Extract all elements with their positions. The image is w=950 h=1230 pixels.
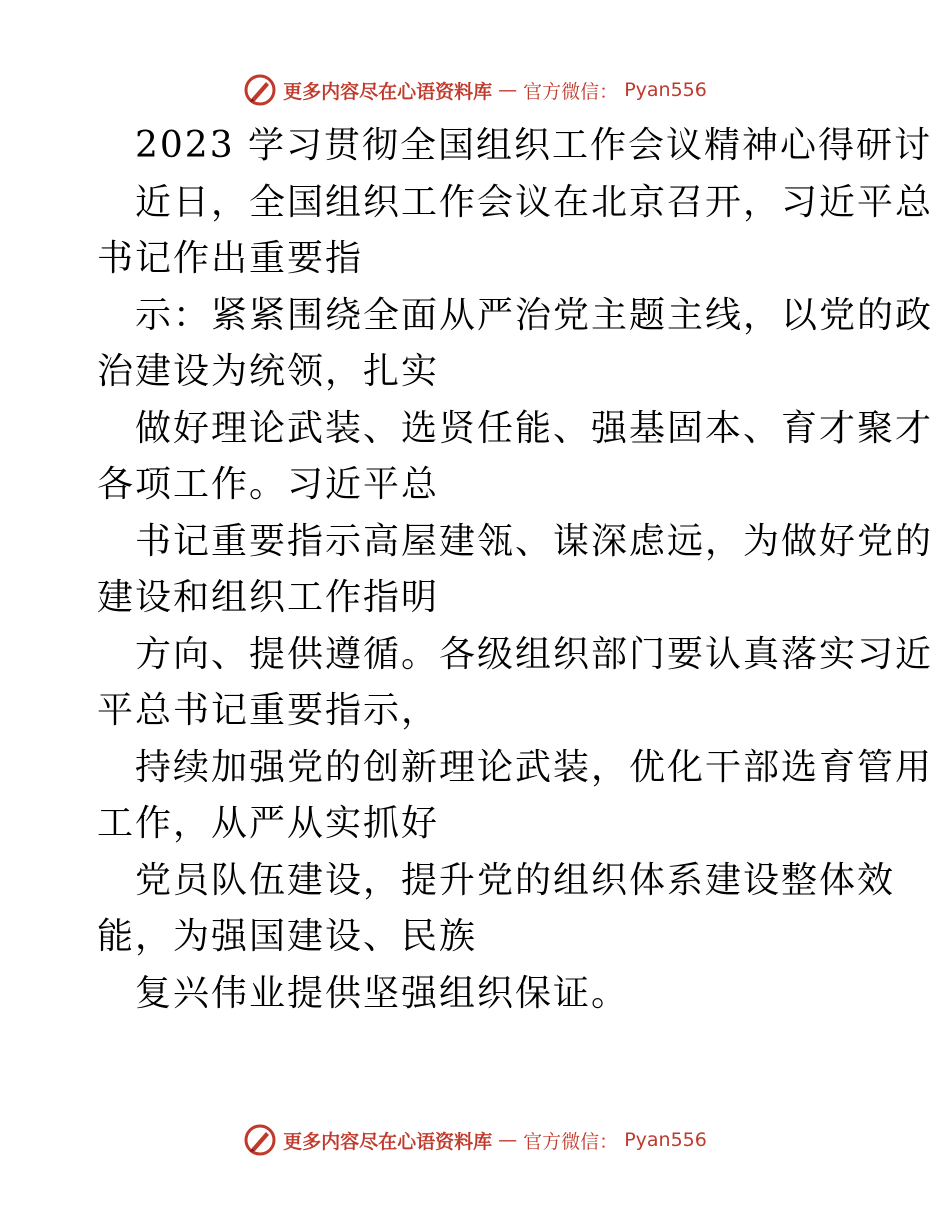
paragraph-line: 书记重要指示高屋建瓴、谋深虑远，为做好党的 (135, 520, 934, 562)
watermark-dash: — (498, 1129, 518, 1151)
watermark-main-text: 更多内容尽在心语资料库 (283, 80, 493, 103)
paragraph-line: 示：紧紧围绕全面从严治党主题主线，以党的政 (135, 294, 934, 336)
document-body (97, 118, 934, 1022)
paragraph-line: 党员队伍建设，提升党的组织体系建设整体效 (135, 859, 896, 901)
paragraph-line: 近日，全国组织工作会议在北京召开，习近平总 (135, 181, 934, 223)
pen-logo-icon (243, 1123, 277, 1157)
watermark-wechat-id: Pyan556 (624, 79, 707, 101)
paragraph-line: 建设和组织工作指明 (97, 577, 440, 618)
watermark-wechat-id: Pyan556 (624, 1129, 707, 1151)
paragraph-line: 各项工作。习近平总 (97, 464, 440, 505)
pen-logo-icon (243, 73, 277, 107)
document-title: 2023 学习贯彻全国组织工作会议精神心得研讨 (135, 125, 933, 166)
header-watermark (0, 70, 950, 110)
paragraph-line: 持续加强党的创新理论武装，优化干部选育管用 (135, 746, 934, 788)
paragraph-line: 方向、提供遵循。各级组织部门要认真落实习近 (135, 633, 934, 675)
paragraph-line: 能，为强国建设、民族 (97, 916, 478, 957)
watermark-wechat-label: 官方微信： (523, 1130, 619, 1153)
footer-watermark (0, 1120, 950, 1160)
paragraph-line: 书记作出重要指 (97, 238, 364, 279)
paragraph-line: 做好理论武装、选贤任能、强基固本、育才聚才 (135, 407, 934, 449)
paragraph-line: 复兴伟业提供坚强组织保证。 (135, 972, 630, 1014)
paragraph-line: 治建设为统领，扎实 (97, 351, 440, 392)
watermark-dash: — (498, 79, 518, 101)
paragraph-line: 工作，从严从实抓好 (97, 803, 440, 844)
paragraph-line: 平总书记重要指示， (97, 690, 440, 731)
watermark-wechat-label: 官方微信： (523, 80, 619, 103)
watermark-main-text: 更多内容尽在心语资料库 (283, 1130, 493, 1153)
